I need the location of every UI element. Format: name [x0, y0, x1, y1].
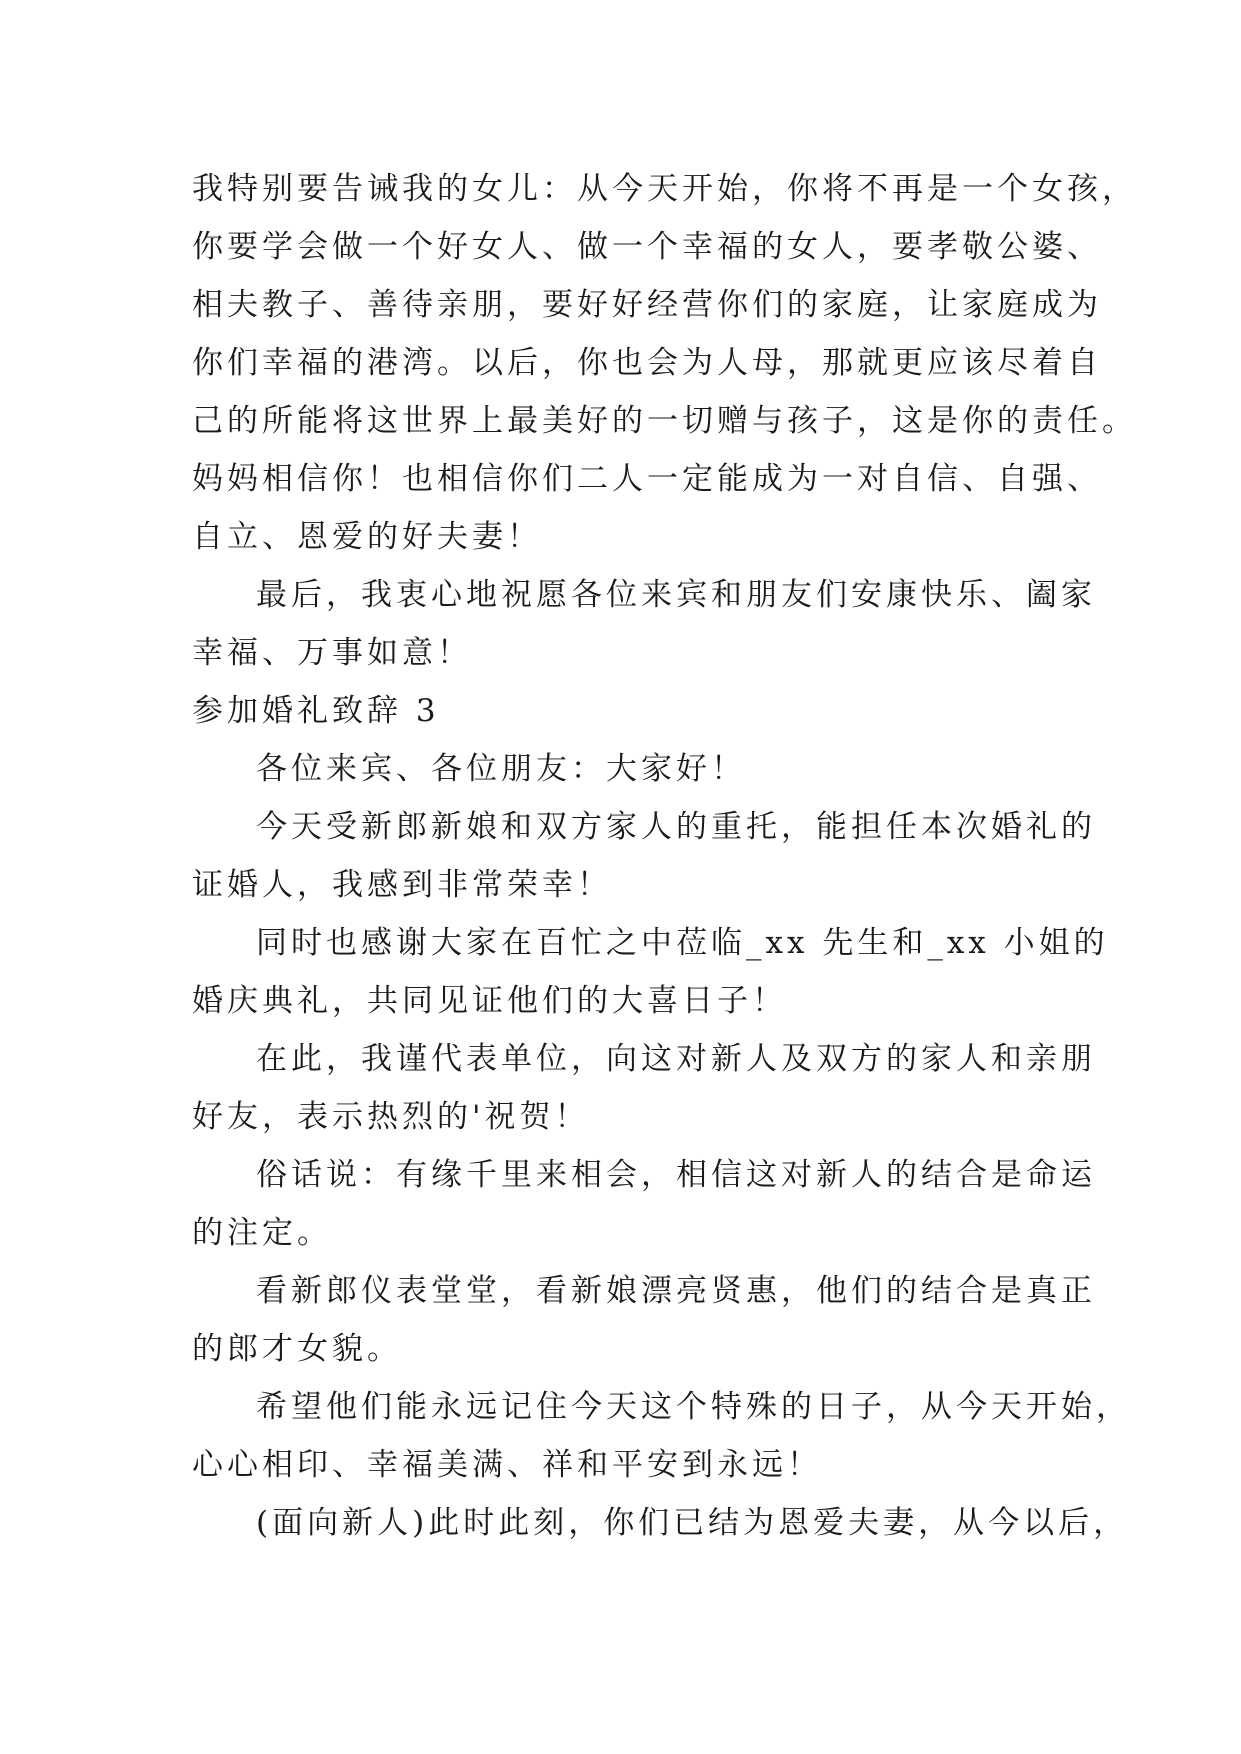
- text-line: 我特别要告诫我的女儿：从今天开始，你将不再是一个女孩，: [192, 171, 1137, 207]
- text-line: 你要学会做一个好女人、做一个幸福的女人，要孝敬公婆、: [192, 229, 1102, 265]
- text-line: 俗话说：有缘千里来相会，相信这对新人的结合是命运: [256, 1157, 1096, 1193]
- text-line: 证婚人，我感到非常荣幸！: [192, 867, 612, 903]
- text-line: 今天受新郎新娘和双方家人的重托，能担任本次婚礼的: [256, 809, 1096, 845]
- text-line: 的郎才女貌。: [192, 1331, 402, 1367]
- text-line: 心心相印、幸福美满、祥和平安到永远！: [192, 1447, 822, 1483]
- text-line: 看新郎仪表堂堂，看新娘漂亮贤惠，他们的结合是真正: [256, 1273, 1096, 1309]
- text-line: 好友，表示热烈的'祝贺！: [192, 1099, 590, 1135]
- text-line: 的注定。: [192, 1215, 332, 1251]
- text-line: 自立、恩爱的好夫妻！: [192, 519, 542, 555]
- text-line: (面向新人)此时此刻，你们已结为恩爱夫妻，从今以后，: [256, 1505, 1129, 1541]
- text-line: 在此，我谨代表单位，向这对新人及双方的家人和亲朋: [256, 1041, 1096, 1077]
- text-line: 妈妈相信你！也相信你们二人一定能成为一对自信、自强、: [192, 461, 1102, 497]
- text-line: 幸福、万事如意！: [192, 635, 472, 671]
- text-line: 同时也感谢大家在百忙之中莅临_xx 先生和_xx 小姐的: [256, 925, 1109, 961]
- text-line: 相夫教子、善待亲朋，要好好经营你们的家庭，让家庭成为: [192, 287, 1102, 323]
- text-line: 己的所能将这世界上最美好的一切赠与孩子，这是你的责任。: [192, 403, 1137, 439]
- text-line: 各位来宾、各位朋友：大家好！: [256, 751, 746, 787]
- text-line: 你们幸福的港湾。以后，你也会为人母，那就更应该尽着自: [192, 345, 1102, 381]
- text-line: 婚庆典礼，共同见证他们的大喜日子！: [192, 983, 787, 1019]
- text-line: 希望他们能永远记住今天这个特殊的日子，从今天开始，: [256, 1389, 1131, 1425]
- document-body: [192, 160, 1137, 1552]
- section-heading: 参加婚礼致辞 3: [192, 693, 440, 729]
- text-line: 最后，我衷心地祝愿各位来宾和朋友们安康快乐、阖家: [256, 577, 1096, 613]
